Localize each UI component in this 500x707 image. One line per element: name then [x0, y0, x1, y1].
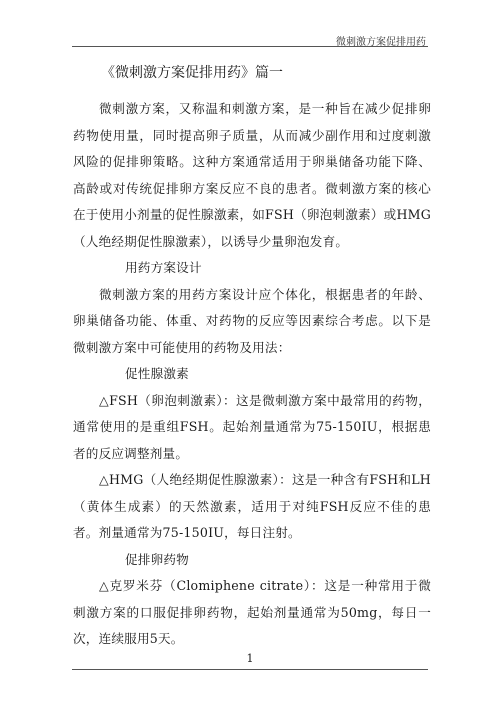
- section-heading-regimen: 用药方案设计: [125, 260, 202, 275]
- page-number: 1: [246, 652, 254, 665]
- paragraph-intro: 微刺激方案，又称温和刺激方案，是一种旨在减少促排卵药物使用量，同时提高卵子质量，从而减少副作用和过度刺激风险的促排卵策略。这种方案通常适用于卵巢储备功能下降、高龄或对传统促排卵方案反应不良的患者。微刺激方案的核心在于使用小剂量的促性腺激素，如FSH（卵泡刺激素）或HMG（人绝经期促性腺激素），以诱导少量卵泡发育。: [73, 101, 431, 249]
- paragraph-fsh: △FSH（卵泡刺激素）：这是微刺激方案中最常用的药物，通常使用的是重组FSH。起始剂量通常为75-150IU，根据患者的反应调整剂量。: [73, 392, 431, 461]
- paragraph-regimen: 微刺激方案的用药方案设计应个体化，根据患者的年龄、卵巢储备功能、体重、对药物的反应等因素综合考虑。以下是微刺激方案中可能使用的药物及用法：: [73, 286, 431, 355]
- document-title: 《微刺激方案促排用药》篇一: [101, 65, 283, 81]
- document-body: [73, 60, 431, 653]
- running-header: 微刺激方案促排用药: [336, 37, 426, 48]
- section-heading-ovulation-drugs: 促排卵药物: [125, 551, 189, 567]
- section-heading-gonadotropin: 促性腺激素: [125, 366, 189, 381]
- paragraph-hmg: △HMG（人绝经期促性腺激素）：这是一种含有FSH和LH（黄体生成素）的天然激素，适用于对纯FSH反应不佳的患者。剂量通常为75-150IU，每日注射。: [73, 472, 431, 540]
- footer-divider: [72, 669, 428, 670]
- header-divider: [72, 46, 428, 47]
- paragraph-clomiphene: △克罗米芬（Clomiphene citrate）：这是一种常用于微刺激方案的口服促排卵药物，起始剂量通常为50mg，每日一次，连续服用5天。: [73, 578, 431, 646]
